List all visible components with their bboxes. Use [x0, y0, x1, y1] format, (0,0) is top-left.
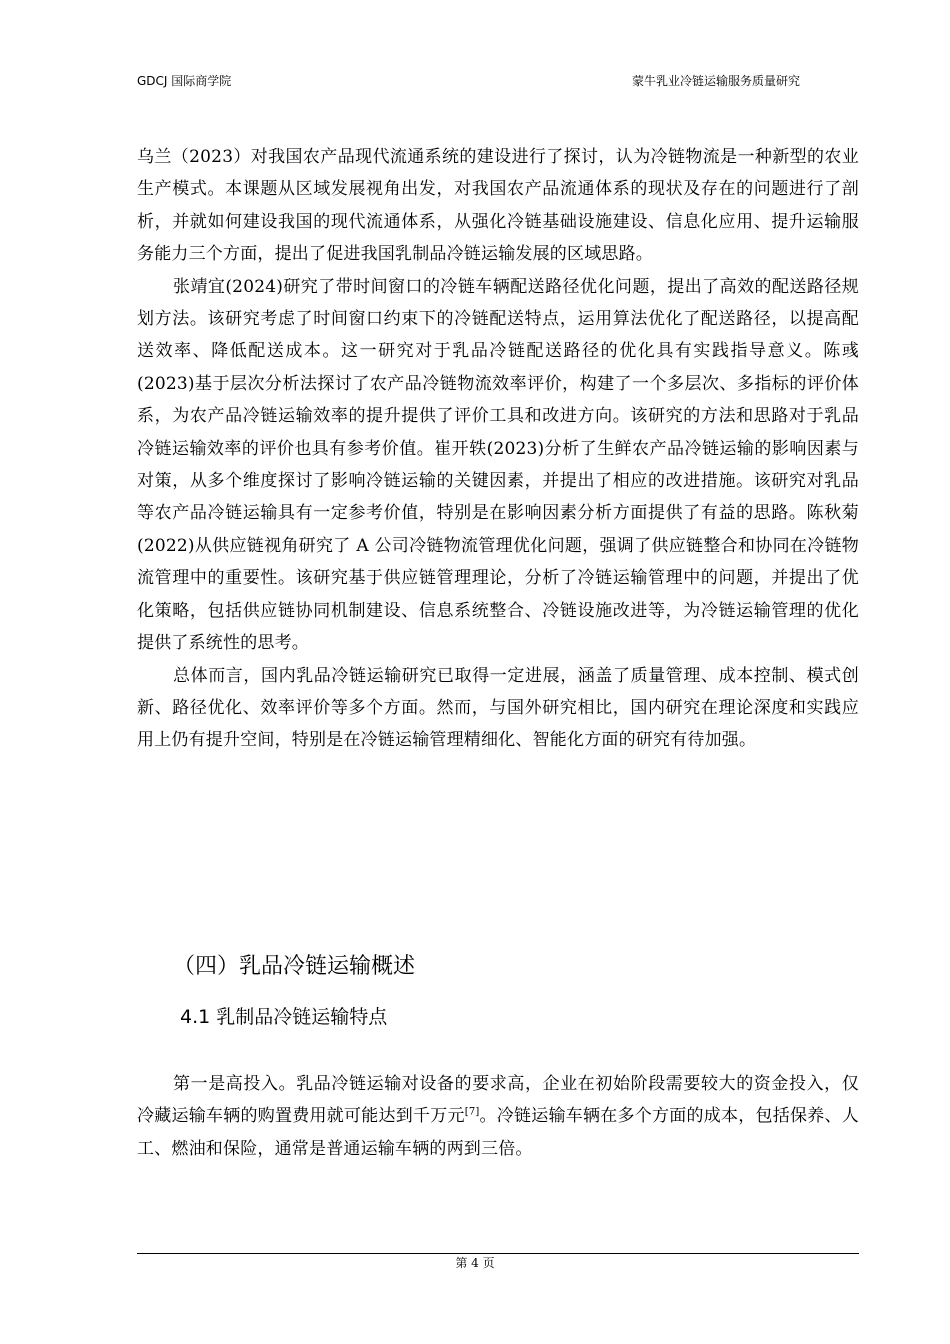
page-number: 第 4 页: [455, 1256, 495, 1270]
paragraph-4-text-b: 。冷链运输车辆在多个方面的成本，包括保养、人工、燃油和保险，通常是普通运输车辆的两到三倍。: [137, 1106, 859, 1159]
paragraph-1: 乌兰（2023）对我国农产品现代流通系统的建设进行了探讨，认为冷链物流是一种新型的农业生产模式。本课题从区域发展视角出发，对我国农产品流通体系的现状及存在的问题进行了剖析，并就如何建设我国的现代流通体系，从强化冷链基础设施建设、信息化应用、提升运输服务能力三个方面，提出了促进我国乳制品冷链运输发展的区域思路。: [137, 147, 859, 265]
page-header: [137, 70, 800, 92]
paragraph-3: 总体而言，国内乳品冷链运输研究已取得一定进展，涵盖了质量管理、成本控制、模式创新、路径优化、效率评价等多个方面。然而，与国外研究相比，国内研究在理论深度和实践应用上仍有提升空间，特别是在冷链运输管理精细化、智能化方面的研究有待加强。: [137, 665, 859, 751]
subsection-heading: 4.1 乳制品冷链运输特点: [180, 1006, 388, 1028]
body-text: [137, 141, 859, 757]
paragraph-2: 张靖宜(2024)研究了带时间窗口的冷链车辆配送路径优化问题，提出了高效的配送路径规划方法。该研究考虑了时间窗口约束下的冷链配送特点，运用算法优化了配送路径，以提高配送效率、降低配送成本。这一研究对于乳品冷链配送路径的优化具有实践指导意义。陈彧(2023)基于层次分析法探讨了农产品冷链物流效率评价，构建了一个多层次、多指标的评价体系，为农产品冷链运输效率的提升提供了评价工具和改进方向。该研究的方法和思路对于乳品冷链运输效率的评价也具有参考价值。崔开轶(2023)分析了生鲜农产品冷链运输的影响因素与对策，从多个维度探讨了影响冷链运输的关键因素，并提出了相应的改进措施。该研究对乳品等农产品冷链运输具有一定参考价值，特别是在影响因素分析方面提供了有益的思路。陈秋菊(2022)从供应链视角研究了 A 公司冷链物流管理优化问题，强调了供应链整合和协同在冷链物流管理中的重要性。该研究基于供应链管理理论，分析了冷链运输管理中的问题，并提出了优化策略，包括供应链协同机制建设、信息系统整合、冷链设施改进等，为冷链运输管理的优化提供了系统性的思考。: [137, 276, 859, 654]
header-institution: GDCJ 国际商学院: [137, 74, 232, 88]
paragraph-4-text-a: 第一是高投入。乳品冷链运输对设备的要求高，企业在初始阶段需要较大的资金投入，仅冷藏运输车辆的购置费用就可能达到千万元: [137, 1074, 859, 1127]
citation-marker[interactable]: [7]: [464, 1106, 480, 1118]
paragraph-4: [137, 1068, 859, 1165]
body-text-2: [137, 1068, 859, 1165]
header-thesis-title: 蒙牛乳业冷链运输服务质量研究: [631, 74, 800, 88]
section-heading: （四）乳品冷链运输概述: [173, 954, 416, 979]
